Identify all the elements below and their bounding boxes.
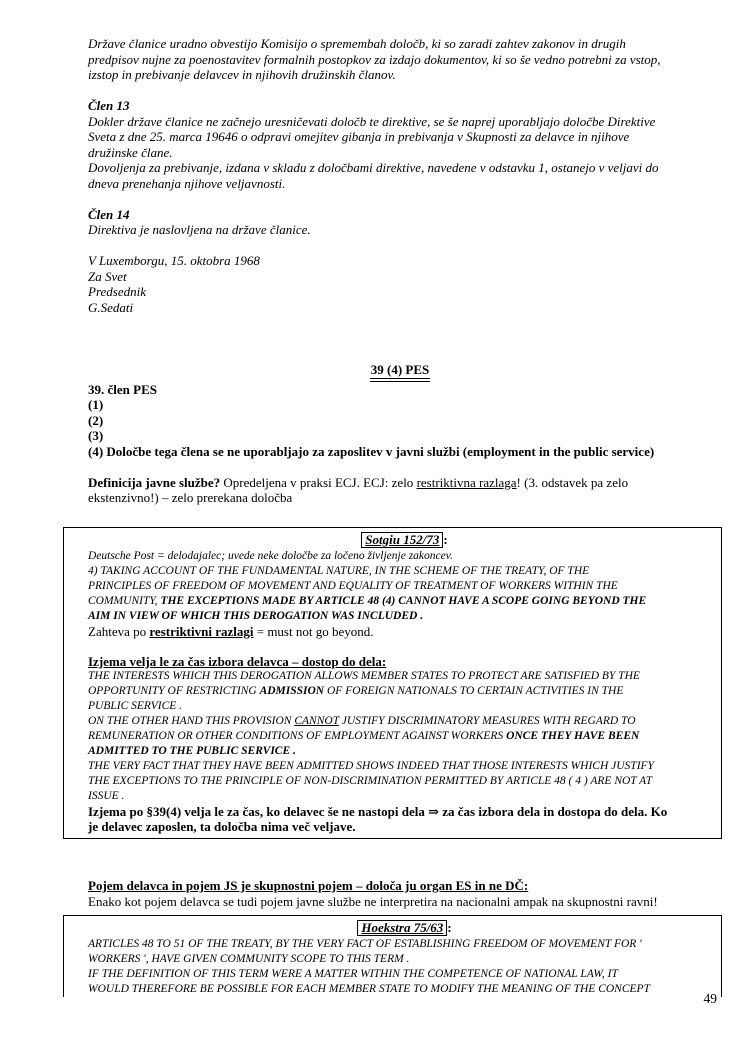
text-run: predpisov nujne za poenostavitev formalnih postopkov za izdajo dokumentov, ki so še vedno potrebni za vstop, xyxy=(88,51,661,67)
text-line xyxy=(88,160,712,176)
text-run: THE INTERESTS WHICH THIS DEROGATION ALLOWS MEMBER STATES TO PROTECT ARE SATISFIED BY THE xyxy=(88,670,640,682)
text-line xyxy=(88,300,712,316)
document-content xyxy=(88,36,712,1005)
text-line xyxy=(88,490,712,506)
text-run: Zahteva po xyxy=(88,624,150,639)
blank-line xyxy=(88,83,712,99)
intro-paragraph xyxy=(88,36,712,83)
text-run: restriktivni razlagi xyxy=(149,624,254,639)
text-run: JUSTIFY DISCRIMINATORY MEASURES WITH REGARD TO xyxy=(338,715,636,727)
clen-14-heading xyxy=(88,207,712,223)
text-run: Člen 14 xyxy=(88,206,130,222)
text-line xyxy=(88,284,712,300)
text-line xyxy=(88,346,712,362)
text-run: Dovoljenja za prebivanje, izdana v skladu z določbami direktive, navedene v odstavku 1, ostanejo v veljavi do xyxy=(88,160,659,175)
text-run: restriktivna razlaga xyxy=(416,474,517,490)
text-line xyxy=(88,549,721,564)
text-line xyxy=(88,98,712,114)
text-run: izstop in prebivanje delavcev in njihovih družinskih članov. xyxy=(88,67,396,82)
text-run: PUBLIC SERVICE . xyxy=(88,700,183,712)
blank-line xyxy=(88,191,712,207)
text-run: ONCE THEY HAVE BEEN xyxy=(506,730,640,742)
text-line xyxy=(88,759,721,774)
text-line xyxy=(88,428,712,444)
text-line xyxy=(88,315,712,331)
blank-lines xyxy=(88,847,712,878)
text-line xyxy=(88,413,712,429)
text-line xyxy=(88,269,712,285)
text-line xyxy=(88,609,721,624)
text-line xyxy=(88,863,712,879)
pojem-heading xyxy=(88,878,712,894)
text-line xyxy=(88,952,721,967)
text-run: Sveta z dne 25. marca 19646 o odpravi omejitev gibanja in prebivanja v Skupnosti za delavce in njihove xyxy=(88,129,630,144)
text-line xyxy=(88,114,712,130)
text-run: COMMUNITY, xyxy=(88,595,161,607)
text-line xyxy=(88,67,712,83)
text-line xyxy=(88,238,712,254)
text-run: Opredeljena v praksi ECJ. ECJ: zelo xyxy=(220,474,417,490)
text-run: : xyxy=(443,532,448,547)
blank-line xyxy=(88,459,712,475)
text-run: Enako kot pojem delavca se tudi pojem javne službe ne interpretira na nacionalni ampak na skupnostni ravni! xyxy=(88,893,658,909)
text-run: (3) xyxy=(88,428,104,443)
text-line xyxy=(88,145,712,161)
text-line xyxy=(88,624,721,639)
signature-block xyxy=(88,253,712,315)
text-run: Pojem delavca in pojem JS je skupnostni pojem – določa ju organ ES in ne DČ: xyxy=(88,878,529,893)
text-run: V Luxemborgu, 15. oktobra 1968 xyxy=(88,253,260,268)
text-run: : xyxy=(447,920,452,935)
text-line xyxy=(88,444,712,460)
text-line xyxy=(88,639,721,654)
text-line xyxy=(88,847,712,863)
text-run: Države članice uradno obvestijo Komisijo o spremembah določb, ki so zaradi zahtev zakonov in drugih xyxy=(88,36,626,51)
text-line xyxy=(88,920,721,937)
text-line xyxy=(88,331,712,347)
text-run: Direktiva je naslovljena na države članice. xyxy=(88,222,311,237)
text-line xyxy=(88,819,721,834)
text-line xyxy=(88,982,721,997)
text-line xyxy=(88,684,721,699)
text-line xyxy=(88,967,721,982)
text-run: PRINCIPLES OF FREEDOM OF MOVEMENT AND EQUALITY OF TREATMENT OF WORKERS WITHIN THE xyxy=(88,580,618,592)
text-line xyxy=(88,937,721,952)
clen-13-paragraph-1 xyxy=(88,114,712,161)
text-line xyxy=(88,191,712,207)
text-run: Za Svet xyxy=(88,268,127,284)
text-run: 4) TAKING ACCOUNT OF THE FUNDAMENTAL NATURE, IN THE SCHEME OF THE TREATY, OF THE xyxy=(88,565,590,577)
text-line xyxy=(88,894,712,910)
text-run: IF THE DEFINITION OF THIS TERM WERE A MATTER WITHIN THE COMPETENCE OF NATIONAL LAW, IT xyxy=(88,968,618,980)
text-line xyxy=(88,699,721,714)
text-line xyxy=(88,222,712,238)
text-run: ! (3. odstavek pa zelo xyxy=(516,474,629,490)
text-line xyxy=(88,804,721,819)
text-run: 39 (4) PES xyxy=(370,362,431,382)
text-line xyxy=(88,176,712,192)
text-run: AIM IN VIEW OF WHICH THIS DEROGATION WAS INCLUDED . xyxy=(88,610,424,622)
text-run: = must not go beyond. xyxy=(253,624,374,639)
text-line xyxy=(88,579,721,594)
text-line xyxy=(88,397,712,413)
blank-lines xyxy=(88,315,712,362)
article-39-block xyxy=(88,382,712,460)
sotgiu-case-box xyxy=(63,527,722,839)
hoekstra-case-box xyxy=(63,915,722,997)
text-line xyxy=(88,789,721,804)
section-heading-39-4-pes xyxy=(88,362,712,382)
text-line xyxy=(88,506,712,522)
clen-13-heading xyxy=(88,98,712,114)
text-run: ON THE OTHER HAND THIS PROVISION xyxy=(88,715,295,727)
text-run: THE VERY FACT THAT THEY HAVE BEEN ADMITTED SHOWS INDEED THAT THOSE INTERESTS WHICH JUSTIFY xyxy=(88,760,654,772)
text-line xyxy=(88,459,712,475)
text-run: (4) Določbe tega člena se ne uporabljajo za zaposlitev v javni službi (employment in the public service) xyxy=(88,443,655,459)
text-line xyxy=(88,654,721,669)
text-line xyxy=(88,878,712,894)
text-run: THE EXCEPTIONS TO THE PRINCIPLE OF NON-DISCRIMINATION PERMITTED BY ARTICLE 48 ( 4 ) ARE NOT AT xyxy=(88,775,653,787)
text-line xyxy=(88,253,712,269)
clen-13-paragraph-2 xyxy=(88,160,712,191)
definicija-paragraph xyxy=(88,475,712,506)
text-run: Izjema po §39(4) velja le za čas, ko delavec še ne nastopi dela ⇒ za čas izbora dela in dostopa do dela. Ko xyxy=(88,804,668,819)
text-run: Dokler države članice ne začnejo uresničevati določb te direktive, se še naprej uporabljajo določbe Direktive xyxy=(88,113,656,129)
text-run: CANNOT xyxy=(294,715,339,727)
text-line xyxy=(88,52,712,68)
text-run: Definicija javne službe? xyxy=(88,474,221,490)
text-run: Deutsche Post = delodajalec; uvede neke določbe za ločeno življenje zakoncev. xyxy=(88,550,453,562)
text-line xyxy=(88,382,712,398)
clen-14-paragraph xyxy=(88,222,712,238)
text-run: Sotgiu 152/73 xyxy=(361,532,443,548)
text-run: WORKERS ', HAVE GIVEN COMMUNITY SCOPE TO THIS TERM . xyxy=(88,953,410,965)
text-run: WOULD THEREFORE BE POSSIBLE FOR EACH MEMBER STATE TO MODIFY THE MEANING OF THE CONCEPT xyxy=(88,983,650,995)
enako-paragraph xyxy=(88,894,712,910)
text-run: (2) xyxy=(88,412,104,428)
text-line xyxy=(88,83,712,99)
text-run: OPPORTUNITY OF RESTRICTING xyxy=(88,685,260,697)
text-run: G.Sedati xyxy=(88,299,134,315)
text-line xyxy=(88,744,721,759)
text-run: ARTICLES 48 TO 51 OF THE TREATY, BY THE VERY FACT OF ESTABLISHING FREEDOM OF MOVEMENT FOR ' xyxy=(88,938,642,950)
text-run: Predsednik xyxy=(88,284,146,299)
text-line xyxy=(88,774,721,789)
text-line xyxy=(88,129,712,145)
text-run: ISSUE . xyxy=(88,790,125,802)
text-run: ADMITTED TO THE PUBLIC SERVICE . xyxy=(88,745,296,757)
blank-line xyxy=(88,238,712,254)
text-line xyxy=(88,362,712,382)
text-line xyxy=(88,729,721,744)
text-line xyxy=(88,594,721,609)
text-run: THE EXCEPTIONS MADE BY ARTICLE 48 (4) CANNOT HAVE A SCOPE GOING BEYOND THE xyxy=(160,595,647,607)
text-line xyxy=(88,207,712,223)
text-run: ADMISSION xyxy=(259,685,325,697)
text-run: dneva prenehanja njihove veljavnosti. xyxy=(88,175,286,191)
text-run: je delavec zaposlen, ta določba nima več veljave. xyxy=(88,819,356,834)
text-run: Člen 13 xyxy=(88,98,130,113)
text-run: Hoekstra 75/63 xyxy=(357,920,447,936)
text-run: (1) xyxy=(88,397,104,412)
text-run: 39. člen PES xyxy=(88,381,157,397)
text-run: družinske člane. xyxy=(88,144,173,160)
text-line xyxy=(88,669,721,684)
text-line xyxy=(88,475,712,491)
text-line xyxy=(88,532,721,549)
text-run: REMUNERATION OR OTHER CONDITIONS OF EMPLOYMENT AGAINST WORKERS xyxy=(88,730,507,742)
text-line xyxy=(88,36,712,52)
page-number: 49 xyxy=(703,991,717,1006)
text-run: Izjema velja le za čas izbora delavca – dostop do dela: xyxy=(88,654,387,669)
text-line xyxy=(88,714,721,729)
text-run: OF FOREIGN NATIONALS TO CERTAIN ACTIVITIES IN THE xyxy=(324,685,624,697)
text-run: ekstenzivno!) – zelo prerekana določba xyxy=(88,490,293,505)
blank-line xyxy=(88,506,712,522)
text-line xyxy=(88,564,721,579)
